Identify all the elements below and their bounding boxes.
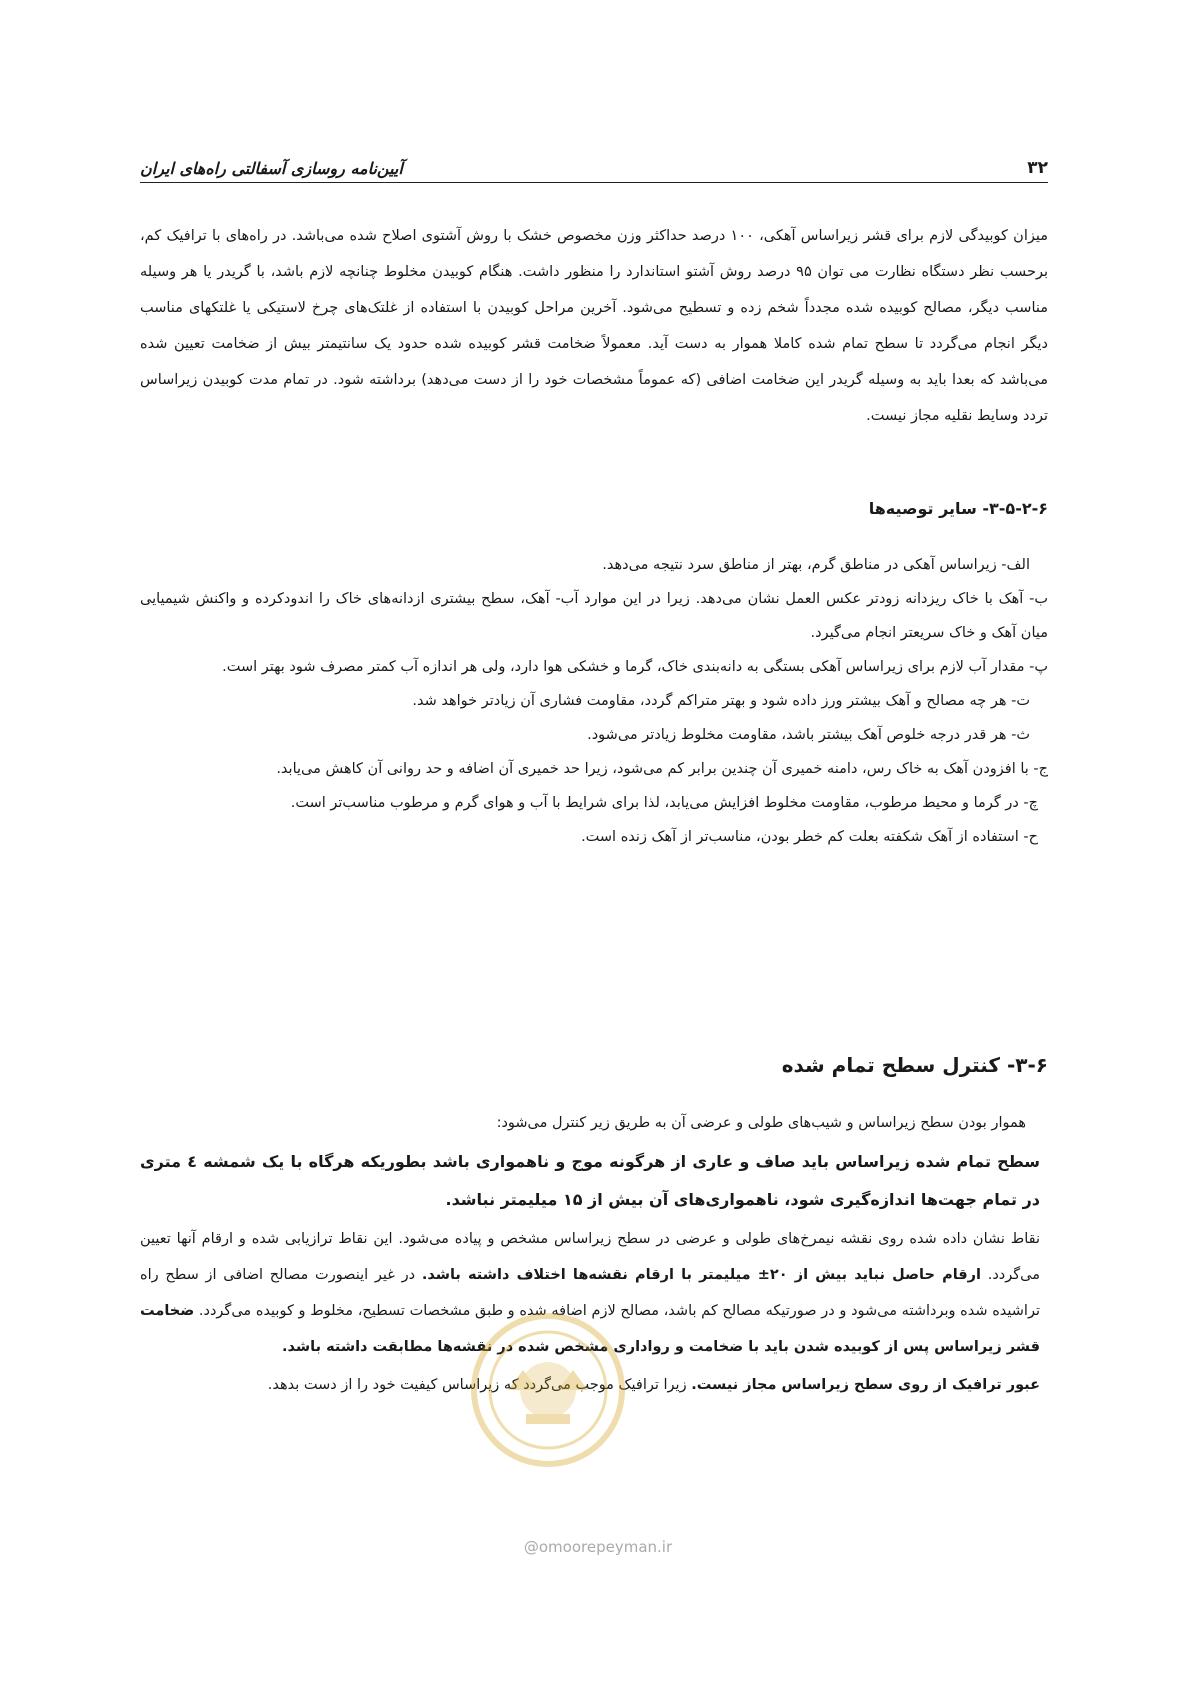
list-item: پ- مقدار آب لازم برای زیراساس آهکی بستگی به دانه‌بندی خاک، گرما و خشکی هوا دارد، ولی هر اندازه آب کمتر مصرف شود بهتر است. xyxy=(222,659,1048,675)
text-run: در غیر اینصورت مصالح اضافی از سطح راه تراشیده شده وبرداشته می‌شود و در صورتیکه مصالح کم باشد، مصالح لازم اضافه شده و طبق مشخصات تسطیح، مخلوط و کوبیده می‌گردد. xyxy=(140,1267,1040,1319)
list-item: ب- آهک با خاک ریزدانه زودتر عکس العمل نشان می‌دهد. زیرا در این موارد آب- آهک، سطح بیشتری ازدانه‌های خاک را اندودکرده و واکنش شیمیایی میان آهک و خاک سریعتر انجام می‌گیرد. xyxy=(140,591,1048,641)
list-item: ج- با افزودن آهک به خاک رس، دامنه خمیری آن چندین برابر کم می‌شود، زیرا حد خمیری آن اضافه و حد روانی آن کاهش می‌یابد. xyxy=(276,761,1048,777)
list-item: ت- هر چه مصالح و آهک بیشتر ورز داده شود و بهتر متراکم گردد، مقاومت فشاری آن زیادتر خواهد شد. xyxy=(412,693,1030,709)
header-divider xyxy=(140,182,1048,183)
watermark-url: @omoorepeyman.ir xyxy=(523,1538,673,1556)
text-run: زیرا ترافیک موجب می‌گردد که زیراساس کیفیت خود را از دست بدهد. xyxy=(267,1377,692,1393)
text-run: نقاط نشان داده شده روی نقشه نیمرخ‌های طولی و عرضی در سطح زیراساس مشخص و پیاده می‌شود. این نقاط ترازیابی شده و ارقام آنها تعیین می‌گردد. xyxy=(140,1231,1040,1283)
subsection-heading: ۳-۵-۲-۶- سایر توصیه‌ها xyxy=(868,499,1048,518)
watermark-seal-icon xyxy=(468,1310,628,1470)
running-title: آیین‌نامه روسازی آسفالتی راه‌های ایران xyxy=(140,159,403,178)
page-number: ۳۲ xyxy=(1027,158,1048,178)
bold-run: ارقام حاصل نباید بیش از ۲۰± میلیمتر با ارقام نقشه‌ها اختلاف داشته باشد. xyxy=(421,1267,981,1283)
bold-run: عبور ترافیک از روی سطح زیراساس مجاز نیست. xyxy=(691,1377,1040,1393)
list-item: ث- هر قدر درجه خلوص آهک بیشتر باشد، مقاومت مخلوط زیادتر می‌شود. xyxy=(587,727,1030,743)
recommendations-list xyxy=(140,548,1048,854)
list-item: ح- استفاده از آهک شکفته بعلت کم خطر بودن، مناسب‌تر از آهک زنده است. xyxy=(581,829,1038,845)
bold-rule-paragraph: سطح تمام شده زیراساس باید صاف و عاری از هرگونه موج و ناهمواری باشد بطوریکه هرگاه با یک شمشه ٤ متری در تمام جهت‌ها اندازه‌گیری شود، ناهمواری‌های آن بیش از ۱۵ میلیمتر نباشد. xyxy=(140,1152,1041,1209)
bold-run: ضخامت قشر زیراساس پس از کوبیده شدن باید با ضخامت و رواداری مشخص شده در نقشه‌ها مطابقت داشته باشد. xyxy=(140,1303,1040,1355)
paragraph-compaction: میزان کوبیدگی لازم برای قشر زیراساس آهکی، ۱۰۰ درصد حداکثر وزن مخصوص خشک با روش آشتوی اصلاح شده می‌باشد. در راه‌های با ترافیک کم، برحسب نظر دستگاه نظارت می توان ۹۵ درصد روش آشتو استاندارد را منظور داشت. هنگام کوبیدن مخلوط چنانچه لازم باشد، با گریدر یا هر وسیله مناسب دیگر، مصالح کوبیده شده مجدداً شخم زده و تسطیح می‌شود. آخرین مراحل کوبیدن با استفاده از غلتک‌های چرخ لاستیکی یا غلتکهای مناسب دیگر انجام می‌گردد تا سطح تمام شده کاملا هموار به دست آید. معمولاً ضخامت قشر کوبیده شده حدود یک سانتیمتر بیش از ضخامت تعیین شده می‌باشد که بعدا باید به وسیله گریدر این ضخامت اضافی (که عموماً مشخصات خود را از دست می‌دهد) برداشته شود. در تمام مدت کوبیدن زیراساس تردد وسایط نقلیه مجاز نیست. xyxy=(140,228,1048,424)
section-heading: ۳-۶- کنترل سطح تمام شده xyxy=(781,1053,1048,1077)
page-header xyxy=(140,152,1048,178)
section-intro: هموار بودن سطح زیراساس و شیب‌های طولی و عرضی آن به طریق زیر کنترل می‌شود: xyxy=(496,1115,1026,1131)
list-item: چ- در گرما و محیط مرطوب، مقاومت مخلوط افزایش می‌یابد، لذا برای شرایط با آب و هوای گرم و مرطوب مناسب‌تر است. xyxy=(290,795,1038,811)
list-item: الف- زیراساس آهکی در مناطق گرم، بهتر از مناطق سرد نتیجه می‌دهد. xyxy=(602,557,1030,573)
